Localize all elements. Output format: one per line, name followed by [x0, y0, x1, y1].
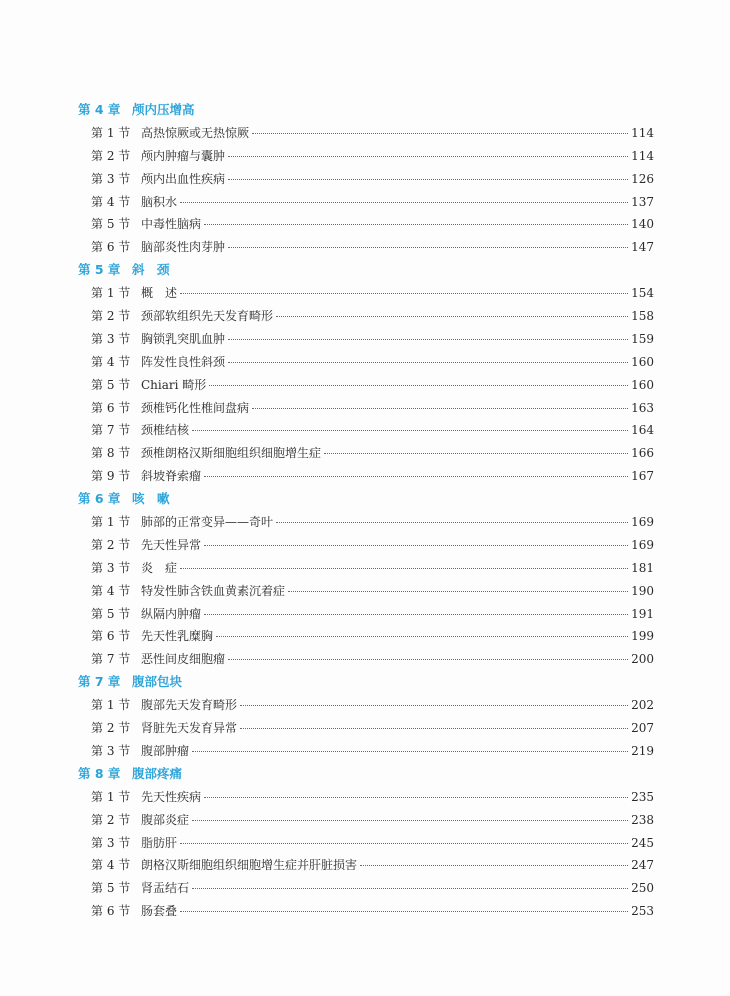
- toc-entry[interactable]: [78, 534, 654, 557]
- toc-entry[interactable]: [78, 603, 654, 626]
- page-number: 250: [631, 881, 654, 896]
- toc-entry[interactable]: [78, 145, 654, 168]
- dot-leader: [192, 751, 628, 752]
- dot-leader: [204, 545, 628, 546]
- dot-leader: [228, 339, 628, 340]
- dot-leader: [180, 911, 628, 912]
- dot-leader: [180, 568, 628, 569]
- toc-entry[interactable]: [78, 580, 654, 603]
- section-number: 第 2 节: [91, 812, 131, 827]
- section-number: 第 3 节: [91, 743, 131, 758]
- section-number: 第 6 节: [91, 240, 131, 255]
- dot-leader: [228, 247, 628, 248]
- section-title: 颅内肿瘤与囊肿: [141, 148, 226, 163]
- chapter-heading: [78, 763, 654, 786]
- toc-entry[interactable]: [78, 877, 654, 900]
- section-title: 概 述: [141, 286, 178, 301]
- section-title: 肺部的正常变异——奇叶: [141, 515, 274, 530]
- section-number: 第 1 节: [91, 515, 131, 530]
- page-number: 169: [631, 537, 654, 552]
- toc-entry[interactable]: [78, 786, 654, 809]
- toc-entry[interactable]: [78, 511, 654, 534]
- page-number: 245: [631, 835, 654, 850]
- dot-leader: [209, 385, 628, 386]
- toc-entry[interactable]: [78, 282, 654, 305]
- section-title: 斜坡脊索瘤: [141, 469, 202, 484]
- section-number: 第 9 节: [91, 469, 131, 484]
- page-number: 163: [631, 400, 654, 415]
- section-title: 炎 症: [141, 560, 178, 575]
- page-number: 137: [631, 194, 654, 209]
- page-number: 154: [631, 286, 654, 301]
- chapter-title: 斜 颈: [132, 262, 170, 278]
- section-number: 第 4 节: [91, 194, 131, 209]
- dot-leader: [228, 362, 628, 363]
- section-number: 第 1 节: [91, 789, 131, 804]
- section-number: 第 1 节: [91, 286, 131, 301]
- chapter-heading: [78, 259, 654, 282]
- section-number: 第 7 节: [91, 652, 131, 667]
- toc-entry[interactable]: [78, 419, 654, 442]
- toc-entry[interactable]: [78, 442, 654, 465]
- section-number: 第 2 节: [91, 148, 131, 163]
- section-title: 腹部炎症: [141, 812, 190, 827]
- section-title: 肾盂结石: [141, 881, 190, 896]
- chapter-title: 颅内压增高: [132, 102, 195, 117]
- chapter-heading: [78, 671, 654, 694]
- section-number: 第 5 节: [91, 881, 131, 896]
- toc-entry[interactable]: [78, 374, 654, 397]
- page-number: 158: [631, 309, 654, 324]
- page-number: 169: [631, 515, 654, 530]
- section-number: 第 5 节: [91, 217, 131, 232]
- page-number: 126: [631, 171, 654, 186]
- section-title: 先天性乳糜胸: [141, 629, 214, 644]
- dot-leader: [192, 820, 628, 821]
- section-title: 高热惊厥或无热惊厥: [141, 125, 250, 140]
- section-number: 第 3 节: [91, 835, 131, 850]
- page-number: 147: [631, 240, 654, 255]
- dot-leader: [216, 636, 628, 637]
- section-title: 先天性疾病: [141, 789, 202, 804]
- chapter-title: 咳 嗽: [132, 491, 170, 507]
- section-title: Chiari 畸形: [141, 377, 207, 392]
- page-number: 219: [631, 743, 654, 758]
- toc-entry[interactable]: [78, 191, 654, 214]
- section-number: 第 2 节: [91, 721, 131, 736]
- toc-entry[interactable]: [78, 809, 654, 832]
- toc-entry[interactable]: [78, 740, 654, 763]
- section-number: 第 4 节: [91, 583, 131, 598]
- section-title: 颅内出血性疾病: [141, 171, 226, 186]
- section-number: 第 2 节: [91, 309, 131, 324]
- toc-entry[interactable]: [78, 328, 654, 351]
- dot-leader: [204, 614, 628, 615]
- chapter-number: 第 4 章: [78, 102, 121, 117]
- chapter-number: 第 8 章: [78, 765, 121, 781]
- section-number: 第 4 节: [91, 858, 131, 873]
- toc-entry[interactable]: [78, 832, 654, 855]
- section-number: 第 6 节: [91, 629, 131, 644]
- toc-entry[interactable]: [78, 648, 654, 671]
- toc-entry[interactable]: [78, 351, 654, 374]
- toc-entry[interactable]: [78, 397, 654, 420]
- page-number: 181: [631, 560, 654, 575]
- section-number: 第 3 节: [91, 171, 131, 186]
- dot-leader: [204, 224, 628, 225]
- section-number: 第 4 节: [91, 354, 131, 369]
- page-number: 160: [631, 377, 654, 392]
- page-number: 166: [631, 446, 654, 461]
- dot-leader: [252, 408, 628, 409]
- section-number: 第 5 节: [91, 606, 131, 621]
- page-number: 114: [631, 125, 654, 140]
- page-number: 247: [631, 858, 654, 873]
- chapter-title: 腹部包块: [132, 674, 183, 690]
- section-number: 第 1 节: [91, 698, 131, 713]
- toc-entry[interactable]: [78, 625, 654, 648]
- page-number: 191: [631, 606, 654, 621]
- dot-leader: [228, 156, 628, 157]
- dot-leader: [228, 659, 628, 660]
- dot-leader: [204, 797, 628, 798]
- dot-leader: [240, 728, 628, 729]
- section-title: 脑部炎性肉芽肿: [141, 240, 226, 255]
- page-number: 114: [631, 148, 654, 163]
- page-number: 200: [631, 652, 654, 667]
- section-title: 阵发性良性斜颈: [141, 354, 226, 369]
- page-number: 160: [631, 354, 654, 369]
- section-title: 颈部软组织先天发育畸形: [141, 309, 274, 324]
- section-title: 腹部先天发育畸形: [141, 698, 238, 713]
- section-title: 颈椎钙化性椎间盘病: [141, 400, 250, 415]
- page-number: 140: [631, 217, 654, 232]
- chapter-number: 第 7 章: [78, 674, 121, 690]
- dot-leader: [276, 316, 628, 317]
- page-number: 164: [631, 423, 654, 438]
- section-number: 第 6 节: [91, 400, 131, 415]
- chapter-number: 第 6 章: [78, 491, 121, 507]
- dot-leader: [240, 705, 628, 706]
- section-title: 纵隔内肿瘤: [141, 606, 202, 621]
- page-number: 235: [631, 789, 654, 804]
- section-number: 第 3 节: [91, 331, 131, 346]
- dot-leader: [288, 591, 628, 592]
- dot-leader: [324, 453, 628, 454]
- section-title: 朗格汉斯细胞组织细胞增生症并肝脏损害: [141, 858, 358, 873]
- toc-entry[interactable]: [78, 900, 654, 923]
- toc-entry[interactable]: [78, 694, 654, 717]
- toc-entry[interactable]: [78, 717, 654, 740]
- section-title: 颈椎结核: [141, 423, 190, 438]
- section-number: 第 8 节: [91, 446, 131, 461]
- section-title: 中毒性脑病: [141, 217, 202, 232]
- page-number: 159: [631, 331, 654, 346]
- page-number: 202: [631, 698, 654, 713]
- section-title: 腹部肿瘤: [141, 743, 190, 758]
- dot-leader: [228, 179, 628, 180]
- page-number: 199: [631, 629, 654, 644]
- chapter-number: 第 5 章: [78, 262, 121, 278]
- toc-entry[interactable]: [78, 236, 654, 259]
- section-number: 第 5 节: [91, 377, 131, 392]
- section-title: 先天性异常: [141, 537, 202, 552]
- section-title: 肠套叠: [141, 904, 178, 919]
- section-title: 特发性肺含铁血黄素沉着症: [141, 583, 286, 598]
- chapter-heading: [78, 99, 654, 122]
- chapter-heading: [78, 488, 654, 511]
- toc-entry[interactable]: [78, 168, 654, 191]
- page-number: 167: [631, 469, 654, 484]
- page-number: 238: [631, 812, 654, 827]
- dot-leader: [192, 430, 628, 431]
- section-title: 肾脏先天发育异常: [141, 721, 238, 736]
- toc-entry[interactable]: [78, 122, 654, 145]
- dot-leader: [180, 843, 628, 844]
- page-number: 190: [631, 583, 654, 598]
- section-title: 脂肪肝: [141, 835, 178, 850]
- toc-entry[interactable]: [78, 557, 654, 580]
- section-number: 第 2 节: [91, 537, 131, 552]
- dot-leader: [360, 865, 628, 866]
- dot-leader: [252, 133, 628, 134]
- dot-leader: [276, 522, 628, 523]
- toc-entry[interactable]: [78, 305, 654, 328]
- table-of-contents: [78, 99, 654, 923]
- chapter-title: 腹部疼痛: [132, 765, 183, 781]
- section-number: 第 1 节: [91, 125, 131, 140]
- dot-leader: [204, 476, 628, 477]
- section-title: 胸锁乳突肌血肿: [141, 331, 226, 346]
- page-number: 253: [631, 904, 654, 919]
- section-title: 恶性间皮细胞瘤: [141, 652, 226, 667]
- dot-leader: [180, 202, 628, 203]
- toc-entry[interactable]: [78, 854, 654, 877]
- section-title: 脑积水: [141, 194, 178, 209]
- section-number: 第 6 节: [91, 904, 131, 919]
- page-number: 207: [631, 721, 654, 736]
- dot-leader: [192, 888, 628, 889]
- section-number: 第 3 节: [91, 560, 131, 575]
- section-title: 颈椎朗格汉斯细胞组织细胞增生症: [141, 446, 322, 461]
- toc-entry[interactable]: [78, 465, 654, 488]
- toc-entry[interactable]: [78, 213, 654, 236]
- section-number: 第 7 节: [91, 423, 131, 438]
- dot-leader: [180, 293, 628, 294]
